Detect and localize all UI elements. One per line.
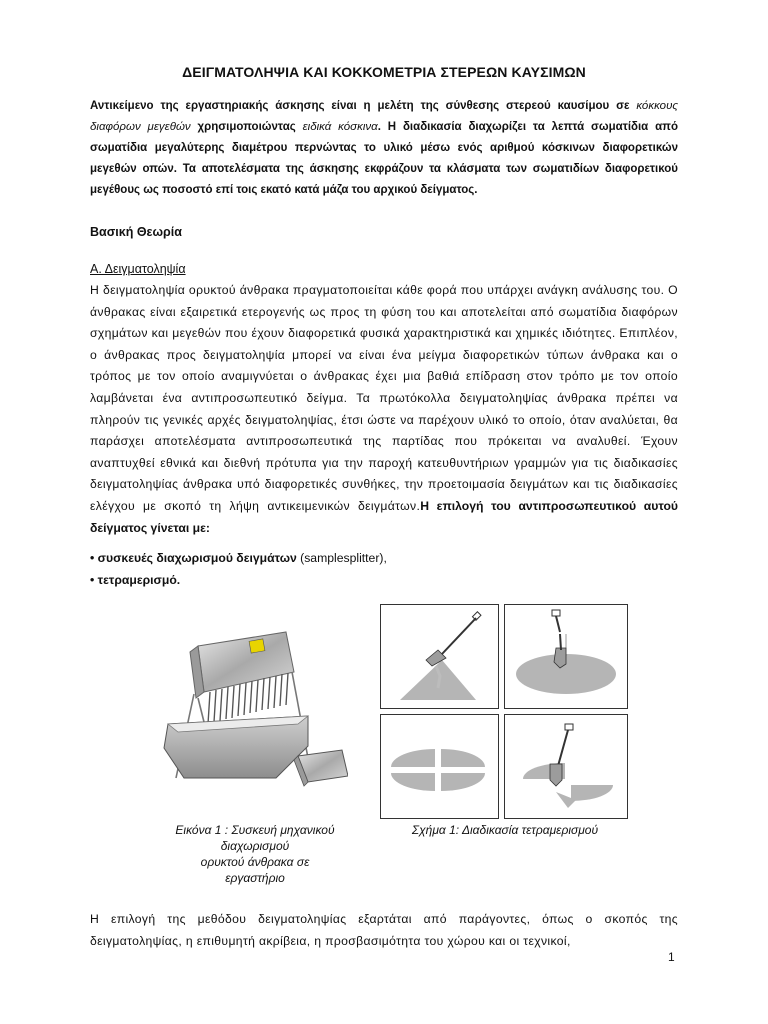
abstract-part-3: . Η διαδικασία διαχωρίζει τα λεπτά σωματίδια από σωματίδια μεγαλύτερης διαμέτρου περνώντας το υλικό μέσω ενός αριθμού κόσκινων διαφορετικών μεγεθών οπών. Τα αποτελέσματα της άσκησης εκφράζουν τα κλάσματα των σωματιδίων διαφορετικού μεγέθους ως ποσοστό επί τοις εκατό κατά μάζα του αρχικού δείγματος.: [90, 121, 679, 196]
section-a-heading: Α. Δειγματοληψία: [90, 262, 186, 276]
figure-2-caption: Σχήμα 1: Διαδικασία τετραμερισμού: [411, 823, 599, 837]
figure-1-caption-line-3: ορυκτού άνθρακα σε: [200, 855, 310, 869]
section-a-bold-text: Η επιλογή του αντιπροσωπευτικού αυτού δείγματος γίνεται με:: [90, 498, 679, 535]
bullet-text: συσκευές διαχωρισμού δειγμάτων: [94, 551, 297, 565]
figure-1-caption-line-4: εργαστήριο: [225, 871, 285, 885]
abstract-part-2: χρησιμοποιώντας: [190, 121, 303, 133]
abstract-paragraph: [90, 96, 678, 201]
figure-1-caption-line-2: διαχωρισμού: [220, 839, 290, 853]
abstract-part-1: Αντικείμενο της εργαστηριακής άσκησης είναι η μελέτη της σύνθεσης στερεού καυσίμου σε: [90, 100, 637, 112]
bullet-symbol: •: [90, 572, 95, 587]
list-item: [90, 548, 387, 570]
bullet-plain-text: (samplesplitter),: [296, 551, 387, 565]
page-number: 1: [668, 950, 675, 964]
bullet-list: [90, 548, 387, 591]
basic-theory-heading: Βασική Θεωρία: [90, 225, 182, 239]
list-item: [90, 570, 387, 592]
bullet-symbol: •: [90, 551, 95, 565]
page-title: ΔΕΙΓΜΑΤΟΛΗΨΙΑ ΚΑΙ ΚΟΚΚΟΜΕΤΡΙΑ ΣΤΕΡΕΩΝ ΚΑΥΣΙΜΩΝ: [182, 64, 586, 80]
sample-splitter-image: [158, 628, 348, 796]
figure-1-caption: [150, 822, 360, 886]
bullet-text: τετραμερισμό.: [94, 572, 181, 587]
figure-1-caption-line-1: Εικόνα 1 : Συσκευή μηχανικού: [175, 823, 335, 837]
closing-paragraph: Η επιλογή της μεθόδου δειγματοληψίας εξαρτάται από παράγοντες, όπως ο σκοπός της δειγματοληψίας, η επιθυμητή ακρίβεια, η προσβασιμότητα του χώρου και οι τεχνικοί,: [90, 912, 678, 948]
section-a-text: Η δειγματοληψία ορυκτού άνθρακα πραγματοποιείται κάθε φορά που υπάρχει ανάγκη ανάλυσης του. Ο άνθρακας είναι εξαιρετικά ετερογενής ως προς τη φύση του και αποτελείται από σωματίδια διαφόρων σχημάτων και μεγεθών που έχουν διαφορετικά φυσικά χαρακτηριστικά και χημικές ιδιότητες. Επιπλέον, ο άνθρακας προς δειγματοληψία μπορεί να είναι ένα μείγμα διαφορετικών τύπων άνθρακα και ο τρόπος με τον οποίο αναμιγνύεται ο άνθρακας έχει μια βαθιά επίδραση στον τρόπο με τον οποίο λαμβάνεται ένα αντιπροσωπευτικό δείγμα. Τα πρωτόκολλα δειγματοληψίας άνθρακα πρέπει να πληρούν τις γενικές αρχές δειγματοληψίας, έτσι ώστε να παρέχουν υλικό το οποίο, όταν αναλύεται, θα παράσχει αποτελέσματα αντιπροσωπευτικά της παρτίδας που πρόκειται να αναλυθεί. Έχουν αναπτυχθεί εθνικά και διεθνή πρότυπα για την παροχή κατευθυντήριων γραμμών για τις διαδικασίες δειγματοληψίας άνθρακα υπό διαφορετικές συνθήκες, την προετοιμασία δειγμάτων και τις διαδικασίες ελέγχου με σκοπό τη λήψη αντικειμενικών δειγμάτων.: [90, 283, 678, 513]
abstract-italic-2: ειδικά κόσκινα: [302, 121, 378, 133]
section-a-paragraph: [90, 280, 678, 539]
abstract-italic-1: κόκκους διαφόρων μεγεθών: [90, 100, 678, 133]
quartering-diagram: [380, 604, 628, 820]
